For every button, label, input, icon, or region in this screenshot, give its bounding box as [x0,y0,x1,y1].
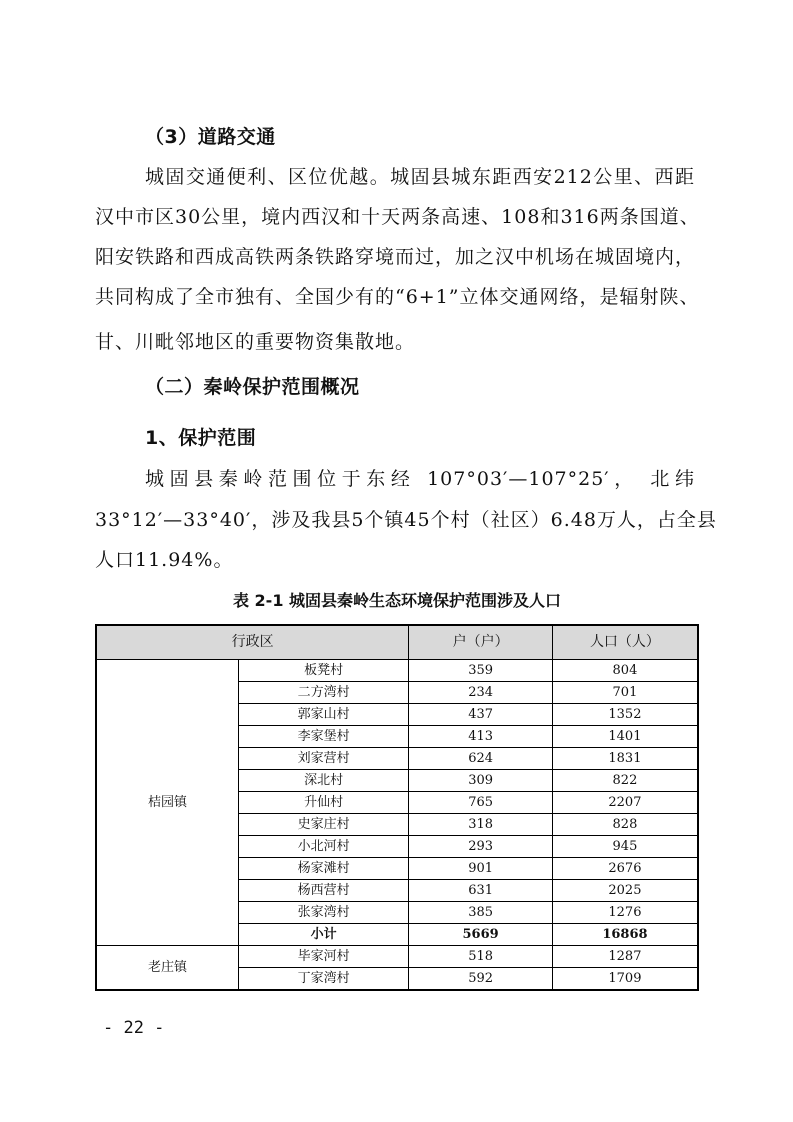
section-heading-traffic: （3）道路交通 [145,126,276,148]
village-name: 李家堡村 [238,726,408,748]
table-caption: 表 2-1 城固县秦岭生态环境保护范围涉及人口 [232,591,562,610]
village-name: 二方湾村 [238,682,408,704]
table-header-row [96,625,698,660]
households-cell: 318 [409,814,553,836]
households-cell: 624 [409,748,553,770]
subtotal-population: 16868 [552,924,698,946]
paragraph-line: 阳安铁路和西成高铁两条铁路穿境而过，加之汉中机场在城固境内， [95,246,696,268]
population-cell: 945 [552,836,698,858]
paragraph-line: 城固交通便利、区位优越。城固县城东距西安212公里、西距 [145,166,695,188]
subtotal-label: 小计 [238,924,408,946]
paragraph-line: 共同构成了全市独有、全国少有的“6+1”立体交通网络，是辐射陕、 [95,286,700,308]
population-cell: 822 [552,770,698,792]
subtotal-households: 5669 [409,924,553,946]
households-cell: 592 [409,968,553,991]
population-cell: 1709 [552,968,698,991]
population-cell: 2676 [552,858,698,880]
paragraph-line: 人口11.94%。 [95,549,234,571]
table-row [96,946,698,968]
paragraph-line: 城固县秦岭范围位于东经 107°03′—107°25′， 北纬 [145,468,695,490]
paragraph-line: 汉中市区30公里，境内西汉和十天两条高速、108和316两条国道、 [95,206,700,228]
header-households: 户（户） [409,625,553,660]
households-cell: 437 [409,704,553,726]
section-heading-scope: 1、保护范围 [145,427,257,449]
table-row [96,660,698,682]
town-name: 桔园镇 [96,660,238,946]
households-cell: 385 [409,902,553,924]
village-name: 小北河村 [238,836,408,858]
households-cell: 901 [409,858,553,880]
village-name: 杨西营村 [238,880,408,902]
households-cell: 309 [409,770,553,792]
header-admin: 行政区 [96,625,409,660]
population-cell: 701 [552,682,698,704]
households-cell: 234 [409,682,553,704]
section-heading-qinling: （二）秦岭保护范围概况 [145,376,360,398]
households-cell: 631 [409,880,553,902]
paragraph-line: 33°12′—33°40′，涉及我县5个镇45个村（社区）6.48万人，占全县 [95,509,717,531]
village-name: 史家庄村 [238,814,408,836]
village-name: 张家湾村 [238,902,408,924]
village-name: 刘家营村 [238,748,408,770]
households-cell: 359 [409,660,553,682]
households-cell: 413 [409,726,553,748]
population-cell: 2025 [552,880,698,902]
village-name: 郭家山村 [238,704,408,726]
town-name: 老庄镇 [96,946,238,991]
population-cell: 828 [552,814,698,836]
population-cell: 1401 [552,726,698,748]
population-cell: 1352 [552,704,698,726]
village-name: 丁家湾村 [238,968,408,991]
population-cell: 804 [552,660,698,682]
page-number: - 22 - [103,1018,165,1038]
village-name: 深北村 [238,770,408,792]
village-name: 杨家滩村 [238,858,408,880]
header-population: 人口（人） [552,625,698,660]
population-cell: 1287 [552,946,698,968]
households-cell: 518 [409,946,553,968]
households-cell: 293 [409,836,553,858]
households-cell: 765 [409,792,553,814]
village-name: 升仙村 [238,792,408,814]
paragraph-line: 甘、川毗邻地区的重要物资集散地。 [95,331,416,353]
village-name: 板凳村 [238,660,408,682]
population-cell: 2207 [552,792,698,814]
population-cell: 1276 [552,902,698,924]
population-cell: 1831 [552,748,698,770]
population-table [95,624,699,991]
village-name: 毕家河村 [238,946,408,968]
